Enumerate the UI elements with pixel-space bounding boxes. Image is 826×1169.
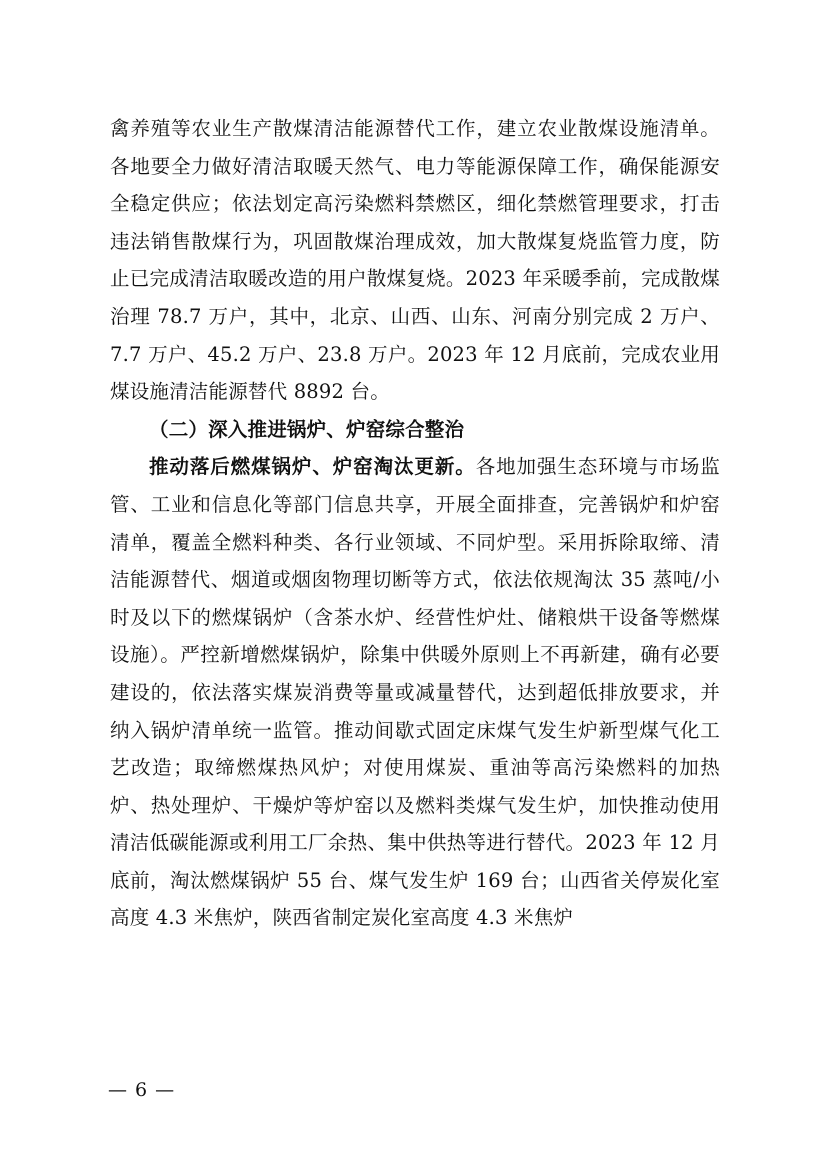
section-heading: （二）深入推进锅炉、炉窑综合整治 bbox=[149, 417, 465, 441]
paragraph-continuation: 禽养殖等农业生产散煤清洁能源替代工作，建立农业散煤设施清单。各地要全力做好清洁取暖天然气、电力等能源保障工作，确保能源安全稳定供应；依法划定高污染燃料禁燃区，细化禁燃管理要求，打击违法销售散煤行为，巩固散煤治理成效，加大散煤复烧监管力度，防止已完成清洁取暖改造的用户散煤复烧。2023 年采暖季前，完成散煤治理 78.7 万户，其中，北京、山西、山东、河南分别完成 2 万户、7.7 万户、45.2 万户、23.8 万户。2023 年 12 月底前，完成农业用煤设施清洁能源替代 8892 台。 bbox=[110, 117, 720, 404]
page-number: — 6 — bbox=[108, 1079, 176, 1101]
paragraph-boiler-renovation bbox=[110, 448, 720, 937]
body-text bbox=[110, 110, 720, 937]
paragraph-lead: 推动落后燃煤锅炉、炉窑淘汰更新。 bbox=[149, 455, 476, 479]
paragraph-text: 各地加强生态环境与市场监管、工业和信息化等部门信息共享，开展全面排查，完善锅炉和炉窑清单，覆盖全燃料种类、各行业领域、不同炉型。采用拆除取缔、清洁能源替代、烟道或烟囱物理切断等方式，依法依规淘汰 35 蒸吨/小时及以下的燃煤锅炉（含茶水炉、经营性炉灶、储粮烘干设备等燃煤设施）。严控新增燃煤锅炉，除集中供暖外原则上不再新建，确有必要建设的，依法落实煤炭消费等量或减量替代，达到超低排放要求，并纳入锅炉清单统一监管。推动间歇式固定床煤气发生炉新型煤气化工艺改造；取缔燃煤热风炉；对使用煤炭、重油等高污染燃料的加热炉、热处理炉、干燥炉等炉窑以及燃料类煤气发生炉，加快推动使用清洁低碳能源或利用工厂余热、集中供热等进行替代。2023 年 12 月底前，淘汰燃煤锅炉 55 台、煤气发生炉 169 台；山西省关停炭化室高度 4.3 米焦炉，陕西省制定炭化室高度 4.3 米焦炉 bbox=[110, 455, 721, 930]
